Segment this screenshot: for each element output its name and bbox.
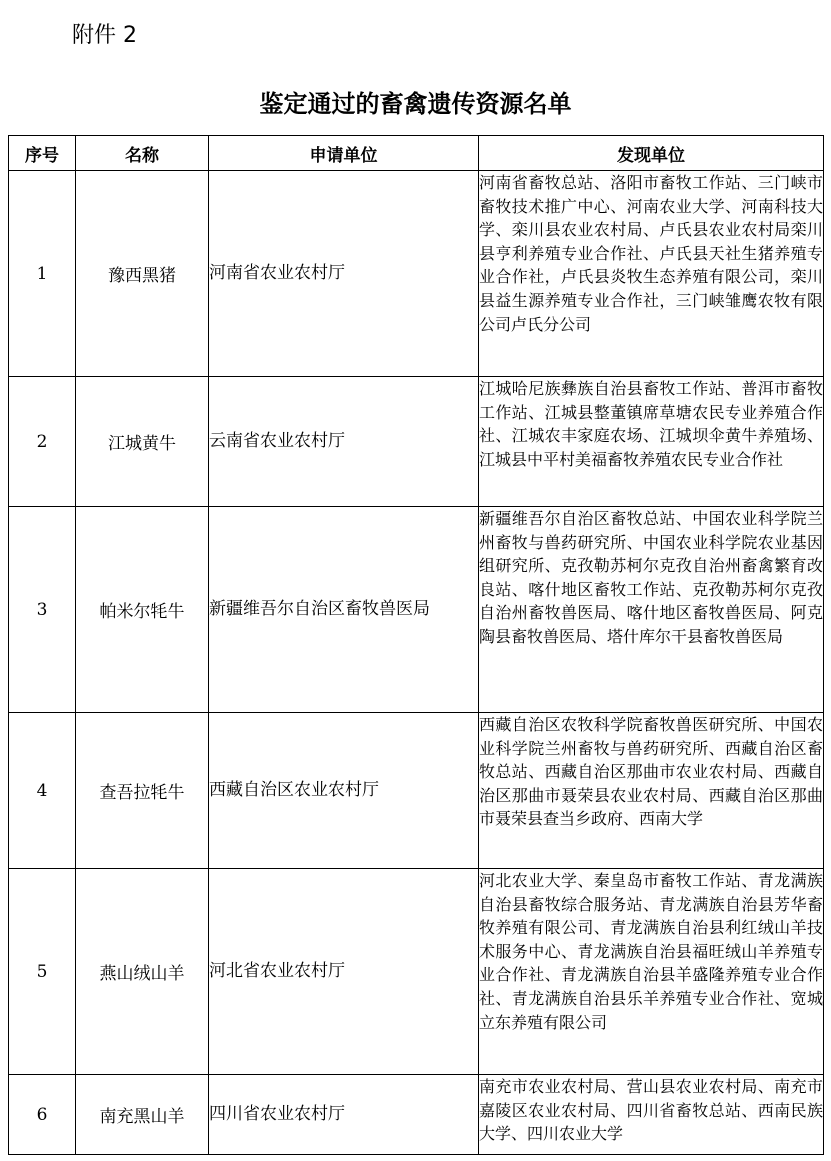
header-discoverer: 发现单位 <box>479 136 824 171</box>
discoverer-text: 河北农业大学、秦皇岛市畜牧工作站、青龙满族自治县畜牧综合服务站、青龙满族自治县芳华畜牧养殖有限公司、青龙满族自治县利红绒山羊技术服务中心、青龙满族自治县福旺绒山羊养殖专业合作社、青龙满族自治县羊盛隆养殖专业合作社、青龙满族自治县乐羊养殖专业合作社、宽城立东养殖有限公司 <box>479 871 823 1032</box>
row-discoverer <box>479 1075 824 1155</box>
row-applicant: 新疆维吾尔自治区畜牧兽医局 <box>209 507 479 713</box>
row-resource-name: 帕米尔牦牛 <box>76 507 209 713</box>
discoverer-text: 南充市农业农村局、营山县农业农村局、南充市嘉陵区农业农村局、四川省畜牧总站、西南民族大学、四川农业大学 <box>479 1077 823 1144</box>
row-resource-name: 南充黑山羊 <box>76 1075 209 1155</box>
row-serial-number: 3 <box>9 507 76 713</box>
row-applicant: 云南省农业农村厅 <box>209 377 479 507</box>
header-applicant: 申请单位 <box>209 136 479 171</box>
header-name: 名称 <box>76 136 209 171</box>
row-resource-name: 查吾拉牦牛 <box>76 713 209 869</box>
row-serial-number: 6 <box>9 1075 76 1155</box>
row-resource-name: 豫西黑猪 <box>76 171 209 377</box>
row-discoverer <box>479 377 824 507</box>
row-serial-number: 5 <box>9 869 76 1075</box>
discoverer-text: 河南省畜牧总站、洛阳市畜牧工作站、三门峡市畜牧技术推广中心、河南农业大学、河南科技大学、栾川县农业农村局、卢氏县农业农村局栾川县亨利养殖专业合作社、卢氏县天社生猪养殖专业合作社，卢氏县炎牧生态养殖有限公司，栾川县益生源养殖专业合作社，三门峡雏鹰农牧有限公司卢氏分公司 <box>479 173 823 334</box>
row-resource-name: 燕山绒山羊 <box>76 869 209 1075</box>
row-serial-number: 1 <box>9 171 76 377</box>
table-row <box>9 507 824 713</box>
row-discoverer <box>479 713 824 869</box>
header-serial-number: 序号 <box>9 136 76 171</box>
attachment-label: 附件 2 <box>72 23 137 48</box>
table-row <box>9 869 824 1075</box>
row-applicant: 河北省农业农村厅 <box>209 869 479 1075</box>
row-applicant: 河南省农业农村厅 <box>209 171 479 377</box>
row-serial-number: 2 <box>9 377 76 507</box>
document-title: 鉴定通过的畜禽遗传资源名单 <box>259 90 572 118</box>
row-applicant: 西藏自治区农业农村厅 <box>209 713 479 869</box>
row-discoverer <box>479 869 824 1075</box>
discoverer-text: 西藏自治区农牧科学院畜牧兽医研究所、中国农业科学院兰州畜牧与兽药研究所、西藏自治区畜牧总站、西藏自治区那曲市农业农村局、西藏自治区那曲市聂荣县农业农村局、西藏自治区那曲市聂荣县查当乡政府、西南大学 <box>479 715 823 829</box>
table-row <box>9 171 824 377</box>
row-serial-number: 4 <box>9 713 76 869</box>
table-row <box>9 713 824 869</box>
row-resource-name: 江城黄牛 <box>76 377 209 507</box>
table-row <box>9 1075 824 1155</box>
table-header-row <box>9 136 824 171</box>
discoverer-text: 新疆维吾尔自治区畜牧总站、中国农业科学院兰州畜牧与兽药研究所、中国农业科学院农业基因组研究所、克孜勒苏柯尔克孜自治州畜禽繁育改良站、喀什地区畜牧工作站、克孜勒苏柯尔克孜自治州畜牧兽医局、喀什地区畜牧兽医局、阿克陶县畜牧兽医局、塔什库尔干县畜牧兽医局 <box>479 509 823 646</box>
table-row <box>9 377 824 507</box>
row-discoverer <box>479 171 824 377</box>
resource-list-table <box>8 135 824 1155</box>
row-discoverer <box>479 507 824 713</box>
row-applicant: 四川省农业农村厅 <box>209 1075 479 1155</box>
discoverer-text: 江城哈尼族彝族自治县畜牧工作站、普洱市畜牧工作站、江城县整董镇席草塘农民专业养殖合作社、江城农丰家庭农场、江城坝伞黄牛养殖场、江城县中平村美福畜牧养殖农民专业合作社 <box>479 379 823 469</box>
